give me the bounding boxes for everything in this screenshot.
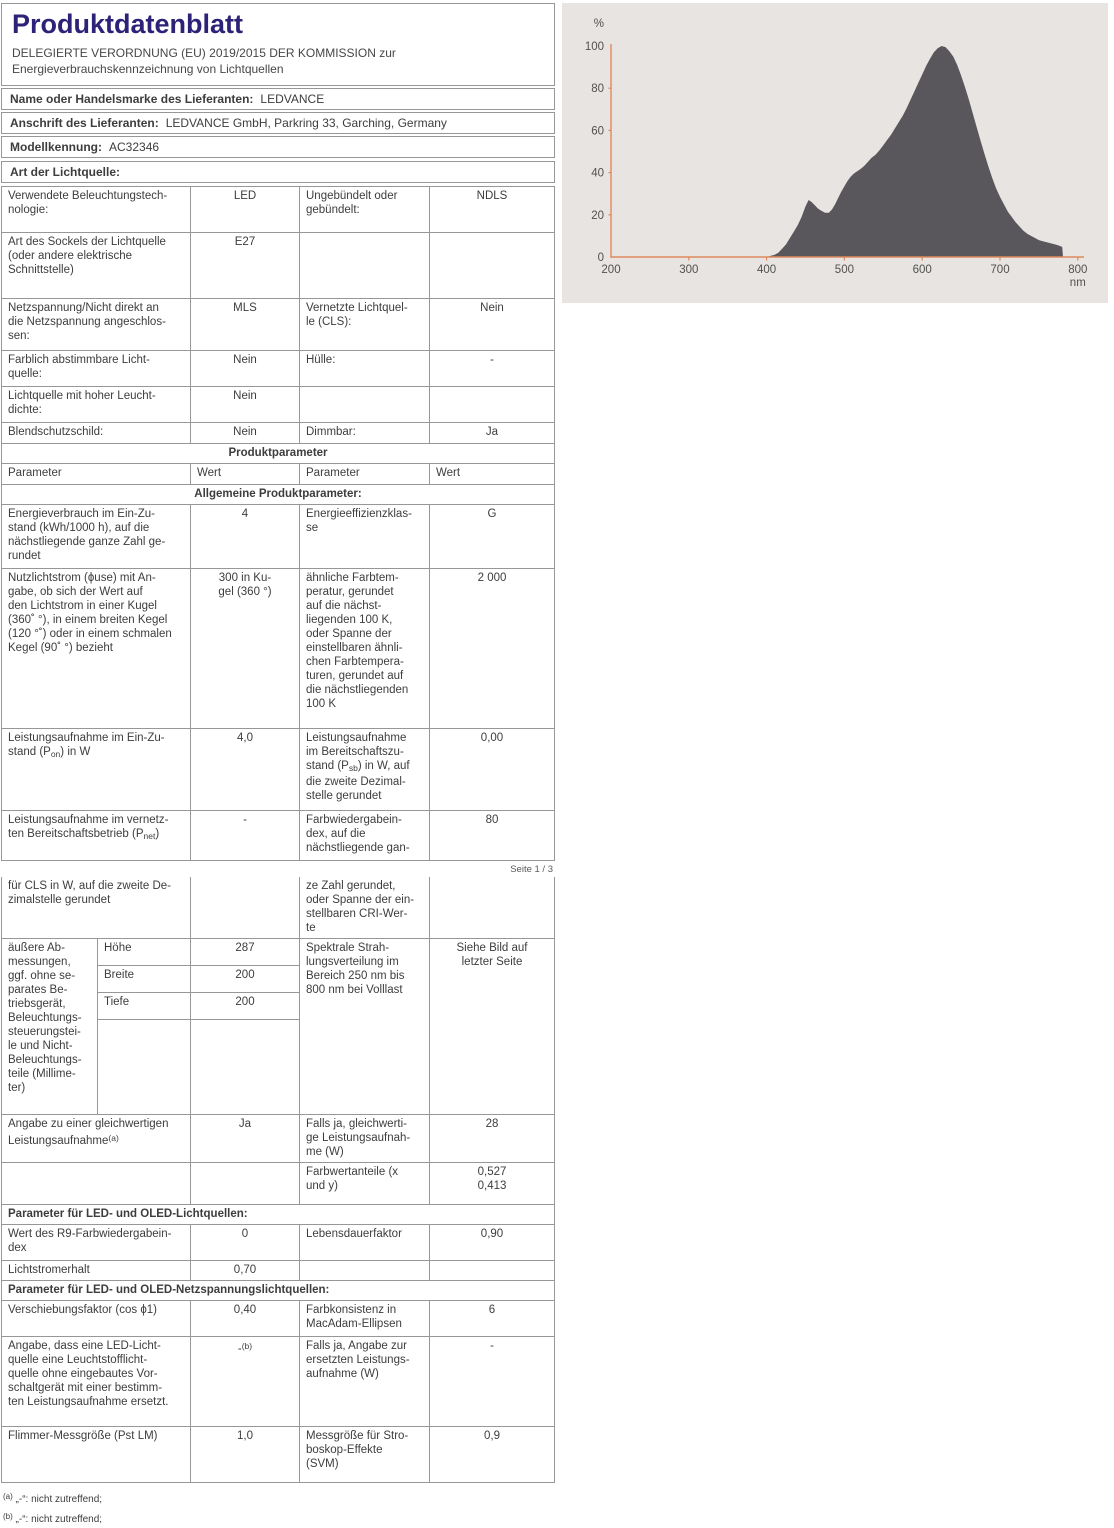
param-cell: Flimmer-Messgröße (Pst LM) <box>8 1430 158 1442</box>
column-header: Parameter <box>299 464 429 484</box>
column-header: Wert <box>429 464 554 484</box>
value-cell: Nein <box>190 387 299 422</box>
value-cell <box>429 1261 554 1280</box>
value-cell: G <box>429 505 554 568</box>
param-cell: Hülle: <box>299 351 429 386</box>
param-cell: Angabe, dass eine LED-Licht- quelle eine Leuchtstofflicht- quelle ohne eingebautes Vor- schaltgerät mit einer bestimm- ten Leistungsaufnahme ersetzt. <box>8 1340 169 1408</box>
column-header: Wert <box>190 464 299 484</box>
x-tick-label: 700 <box>990 264 1010 276</box>
param-cell: Ungebündelt oder gebündelt: <box>299 187 429 232</box>
param-cell: Dimmbar: <box>299 423 429 443</box>
value-cell: 0,00 <box>429 729 554 810</box>
param-cell: Blendschutzschild: <box>8 426 104 438</box>
param-cell: Leistungsaufnahme im Bereitschaftszu- stand $(P_{sb})$ in W, auf die zweite Dezimal- stelle gerundet <box>299 729 429 810</box>
table-row <box>2 569 554 729</box>
param-cell: Farblich abstimmbare Licht- quelle: <box>8 354 150 380</box>
dimension-name: Höhe <box>97 939 190 966</box>
param-cell: Leistungsaufnahme im vernetz- ten Bereitschaftsbetrieb $(P_{net})$ <box>8 814 169 841</box>
value-cell: 1,0 <box>190 1427 299 1482</box>
param-cell <box>299 1261 429 1280</box>
param-cell: Farbwiedergabein- dex, auf die nächstliegende gan- <box>299 811 429 860</box>
y-tick-label: 60 <box>591 125 604 138</box>
param-cell: Netzspannung/Nicht direkt an die Netzspannung angeschlos- sen: <box>8 302 166 342</box>
table-row <box>2 729 554 811</box>
param-cell: Nutzlichtstrom (ϕuse) mit An- gabe, ob sich der Wert auf den Lichtstrom in einer Kugel (360˚ °), in einem breiten Kegel (120 °˚) oder in einem schmalen Kegel (90˚ °) bezieht <box>8 572 172 654</box>
value-cell <box>190 1163 299 1204</box>
value-cell: NDLS <box>429 187 554 232</box>
value-cell: 2 000 <box>429 569 554 728</box>
y-tick-label: 40 <box>591 167 604 180</box>
supplier-name-value: LEDVANCE <box>260 92 325 106</box>
param-cell: Messgröße für Stro- boskop-Effekte (SVM) <box>299 1427 429 1482</box>
page-break <box>1 861 555 877</box>
value-cell: LED <box>190 187 299 232</box>
param-cell: Vernetzte Lichtquel- le (CLS): <box>299 299 429 350</box>
param-cell: Lebensdauerfaktor <box>299 1225 429 1260</box>
value-cell: 0,40 <box>190 1301 299 1336</box>
dimension-value: 200 <box>190 966 299 993</box>
page-title: Produktdatenblatt <box>12 9 244 39</box>
value-cell: MLS <box>190 299 299 350</box>
value-cell <box>429 877 554 938</box>
table-row <box>2 505 554 569</box>
value-cell: 300 in Ku- gel (360 °) <box>190 569 299 728</box>
product-table-page2 <box>1 877 555 1483</box>
param-cell: Spektrale Strah- lungsverteilung im Bereich 250 nm bis 800 nm bei Volllast <box>299 939 429 1114</box>
value-cell: 80 <box>429 811 554 860</box>
value-cell: Ja <box>190 1115 299 1162</box>
param-cell: Farbkonsistenz in MacAdam-Ellipsen <box>299 1301 429 1336</box>
param-cell <box>299 233 429 298</box>
page-number-label: Seite 1 / 3 <box>510 863 553 875</box>
table-row <box>2 1261 554 1281</box>
param-cell: ähnliche Farbtem- peratur, gerundet auf die nächst- liegenden 100 K, oder Spanne der einstellbaren ähnli- chen Farbtempera- turen, gerundet auf die nächstliegenden 100 K <box>299 569 429 728</box>
param-cell: Falls ja, gleichwerti- ge Leistungsaufnah- me (W) <box>299 1115 429 1162</box>
y-tick-label: 100 <box>584 41 604 53</box>
spectral-chart-panel <box>562 3 1108 303</box>
table-header-row <box>2 464 554 485</box>
section-header: Parameter für LED- und OLED-Lichtquellen: <box>8 1208 248 1220</box>
product-table-page1 <box>1 186 555 861</box>
param-cell: Lichtquelle mit hoher Leucht- dichte: <box>8 390 156 416</box>
value-cell: - <box>190 811 299 860</box>
table-row <box>2 877 554 939</box>
value-cell: 6 <box>429 1301 554 1336</box>
value-cell: Nein <box>190 423 299 443</box>
table-header-row <box>2 485 554 505</box>
x-tick-label: 200 <box>601 264 621 276</box>
section-header: Produktparameter <box>228 447 328 459</box>
table-row <box>2 299 554 351</box>
param-cell <box>2 1163 190 1204</box>
value-cell: 0,9 <box>429 1427 554 1482</box>
empty-cell <box>190 1020 299 1114</box>
value-cell: 0 <box>190 1225 299 1260</box>
table-row <box>2 387 554 423</box>
supplier-address-value: LEDVANCE GmbH, Parkring 33, Garching, Germany <box>165 116 447 130</box>
table-row <box>2 351 554 387</box>
dimension-value: 200 <box>190 993 299 1020</box>
model-id-value: AC32346 <box>109 140 160 154</box>
x-tick-label: 800 <box>1068 264 1088 276</box>
param-cell: Wert des R9-Farbwiedergabein- dex <box>8 1228 172 1254</box>
light-source-type-label: Art der Lichtquelle: <box>10 165 121 179</box>
param-cell: für CLS in W, auf die zweite De- zimalstelle gerundet <box>8 880 171 906</box>
value-cell: Ja <box>429 423 554 443</box>
value-cell: 4,0 <box>190 729 299 810</box>
supplier-address-row <box>1 112 555 134</box>
table-row <box>2 811 554 861</box>
regulation-subtitle: DELEGIERTE VERORDNUNG (EU) 2019/2015 DER KOMMISSION zur Energieverbrauchskennzeichnung von Lichtquellen <box>12 46 396 76</box>
param-cell: ze Zahl gerundet, oder Spanne der ein- stellbaren CRI-Wer- te <box>299 877 429 938</box>
param-cell: Farbwertanteile (x und y) <box>299 1163 429 1204</box>
datasheet-document <box>1 3 555 1528</box>
value-cell: - <box>429 351 554 386</box>
value-cell: 0,527 0,413 <box>429 1163 554 1204</box>
dimension-value: 287 <box>190 939 299 966</box>
footnote-a: $^{(a)}$ „-“: nicht zutreffend; <box>3 1492 103 1505</box>
document-header <box>1 3 555 86</box>
value-cell: 28 <box>429 1115 554 1162</box>
table-row <box>2 1163 554 1205</box>
param-cell: Energieeffizienzklas- se <box>299 505 429 568</box>
param-cell: Energieverbrauch im Ein-Zu- stand (kWh/1000 h), auf die nächstliegende ganze Zahl ge- rundet <box>8 508 166 562</box>
light-source-type-header <box>1 161 555 183</box>
table-row <box>2 187 554 233</box>
dimension-name: Breite <box>97 966 190 993</box>
table-header-row <box>2 444 554 464</box>
table-row <box>2 423 554 444</box>
table-header-row <box>2 1205 554 1225</box>
x-tick-label: 500 <box>834 264 854 276</box>
value-cell <box>429 387 554 422</box>
param-cell: Verschiebungsfaktor (cos ϕ1) <box>8 1304 157 1316</box>
empty-cell <box>97 1020 190 1114</box>
table-row <box>2 1337 554 1427</box>
param-cell: Verwendete Beleuchtungstech- nologie: <box>8 190 168 216</box>
section-header: Parameter für LED- und OLED-Netzspannungslichtquellen: <box>8 1284 330 1296</box>
model-id-label: Modellkennung: <box>10 140 102 154</box>
dimensions-label: äußere Ab- messungen, ggf. ohne se- parates Be- triebsgerät, Beleuchtungs- steuerungstei- le und Nicht- Beleuchtungs- teile (Millime- ter) <box>8 942 82 1094</box>
supplier-address-label: Anschrift des Lieferanten: <box>10 116 159 130</box>
y-tick-label: 80 <box>591 83 604 96</box>
param-cell: Art des Sockels der Lichtquelle (oder andere elektrische Schnittstelle) <box>8 236 166 276</box>
value-cell: 4 <box>190 505 299 568</box>
table-row <box>2 1115 554 1163</box>
table-header-row <box>2 1281 554 1301</box>
value-cell: Nein <box>429 299 554 350</box>
value-cell: Siehe Bild auf letzter Seite <box>429 939 554 1114</box>
value-cell: E27 <box>190 233 299 298</box>
x-tick-label: 600 <box>912 264 932 276</box>
value-cell: -$^{(b)}$ <box>190 1337 299 1426</box>
table-row <box>2 1427 554 1483</box>
supplier-name-row <box>1 88 555 110</box>
spectral-power-distribution-chart <box>562 3 1108 303</box>
dimensions-row <box>2 939 554 1115</box>
param-cell <box>299 387 429 422</box>
column-header: Parameter <box>8 467 62 479</box>
value-cell <box>190 877 299 938</box>
param-cell: Angabe zu einer gleichwertigen Leistungsaufnahme$^{(a)}$ <box>8 1118 169 1147</box>
table-row <box>2 1301 554 1337</box>
param-cell: Falls ja, Angabe zur ersetzten Leistungs- aufnahme (W) <box>299 1337 429 1426</box>
value-cell: 0,70 <box>190 1261 299 1280</box>
param-cell: Lichtstromerhalt <box>8 1264 90 1276</box>
footnotes <box>1 1488 555 1528</box>
dimension-name: Tiefe <box>97 993 190 1020</box>
param-cell: Leistungsaufnahme im Ein-Zu- stand $(P_{on})$ in W <box>8 732 165 759</box>
spectrum-area <box>767 46 1063 257</box>
table-row <box>2 1225 554 1261</box>
x-tick-label: 300 <box>679 264 699 276</box>
x-axis-unit-label: nm <box>1069 277 1086 289</box>
y-tick-label: 0 <box>597 252 604 264</box>
supplier-name-label: Name oder Handelsmarke des Lieferanten: <box>10 92 254 106</box>
footnote-b: $^{(b)}$ „-“: nicht zutreffend; <box>3 1512 103 1525</box>
value-cell: 0,90 <box>429 1225 554 1260</box>
table-row <box>2 233 554 299</box>
value-cell: Nein <box>190 351 299 386</box>
model-id-row <box>1 136 555 158</box>
y-tick-label: 20 <box>591 209 604 222</box>
y-axis-unit-label: % <box>593 18 604 30</box>
value-cell <box>429 233 554 298</box>
value-cell: - <box>429 1337 554 1426</box>
x-tick-label: 400 <box>757 264 777 276</box>
section-header: Allgemeine Produktparameter: <box>194 488 362 500</box>
